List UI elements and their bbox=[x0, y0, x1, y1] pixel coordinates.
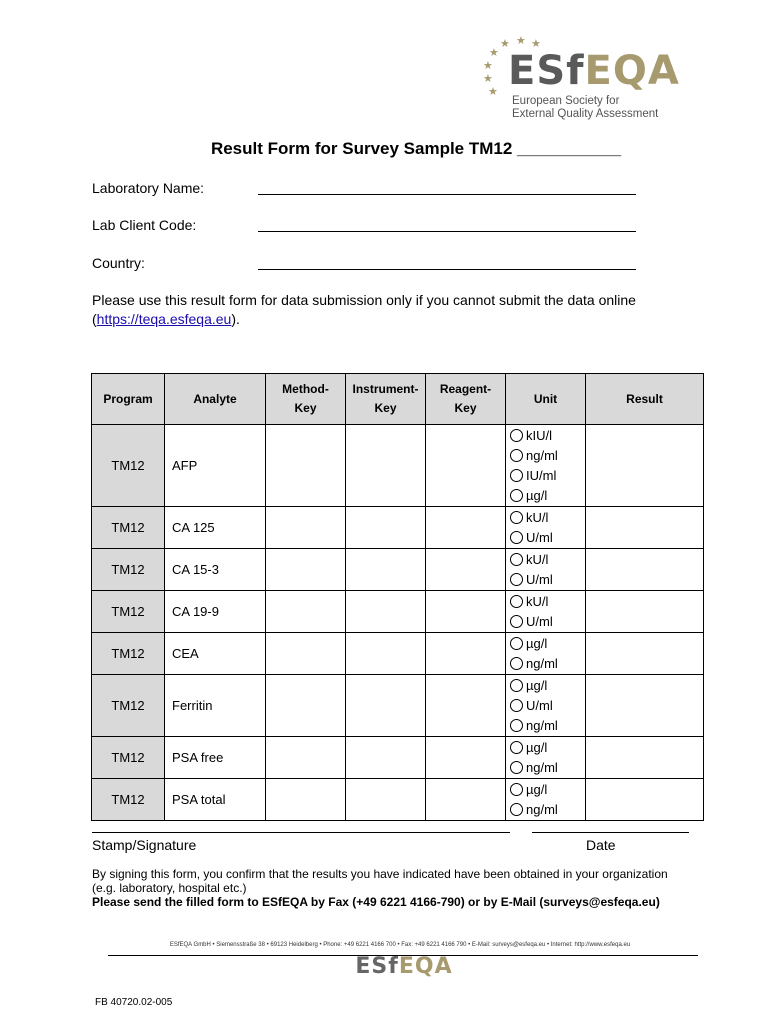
radio-icon[interactable] bbox=[510, 429, 523, 442]
unit-options bbox=[506, 507, 586, 549]
unit-options bbox=[506, 737, 586, 779]
online-submission-notice: Please use this result form for data submission only if you cannot submit the data online (https://teqa.esfeqa.eu). bbox=[92, 292, 636, 327]
result-table bbox=[91, 373, 704, 821]
unit-label: ng/ml bbox=[526, 718, 558, 733]
method-key-input[interactable] bbox=[266, 779, 346, 821]
unit-option[interactable] bbox=[510, 800, 585, 820]
reagent-key-input[interactable] bbox=[426, 675, 506, 737]
logo-wordmark: ESfEQA bbox=[508, 48, 680, 94]
radio-icon[interactable] bbox=[510, 531, 523, 544]
method-key-input[interactable] bbox=[266, 507, 346, 549]
star-icon: ★ bbox=[500, 38, 510, 50]
unit-label: ng/ml bbox=[526, 448, 558, 463]
instrument-key-input[interactable] bbox=[346, 675, 426, 737]
method-key-input[interactable] bbox=[266, 425, 346, 507]
unit-label: kIU/l bbox=[526, 428, 552, 443]
star-icon: ★ bbox=[489, 47, 499, 59]
radio-icon[interactable] bbox=[510, 573, 523, 586]
radio-icon[interactable] bbox=[510, 553, 523, 566]
unit-options bbox=[506, 591, 586, 633]
country-label: Country: bbox=[92, 255, 145, 271]
unit-label: µg/l bbox=[526, 740, 548, 755]
unit-option[interactable] bbox=[510, 738, 585, 758]
unit-option[interactable] bbox=[510, 466, 585, 486]
program-cell: TM12 bbox=[92, 779, 165, 821]
program-cell: TM12 bbox=[92, 737, 165, 779]
unit-options bbox=[506, 779, 586, 821]
laboratory-name-field[interactable] bbox=[258, 194, 636, 195]
laboratory-name-label: Laboratory Name: bbox=[92, 180, 205, 196]
header-instrument-key: Instrument- Key bbox=[346, 374, 426, 425]
instrument-key-input[interactable] bbox=[346, 779, 426, 821]
analyte-cell: CA 15-3 bbox=[165, 549, 266, 591]
unit-label: U/ml bbox=[526, 530, 553, 545]
analyte-cell: Ferritin bbox=[165, 675, 266, 737]
radio-icon[interactable] bbox=[510, 803, 523, 816]
instrument-key-input[interactable] bbox=[346, 425, 426, 507]
unit-option[interactable] bbox=[510, 716, 585, 736]
result-input[interactable] bbox=[586, 779, 704, 821]
instrument-key-input[interactable] bbox=[346, 591, 426, 633]
radio-icon[interactable] bbox=[510, 595, 523, 608]
stamp-signature-label: Stamp/Signature bbox=[92, 837, 197, 853]
unit-label: IU/ml bbox=[526, 468, 557, 483]
confirmation-text: By signing this form, you confirm that the results you have indicated have been obtained in your organization (e.g. laboratory, hospital etc.) bbox=[92, 867, 668, 895]
teqa-link[interactable]: https://teqa.esfeqa.eu bbox=[96, 311, 232, 327]
table-row bbox=[92, 591, 704, 633]
result-input[interactable] bbox=[586, 591, 704, 633]
date-line[interactable] bbox=[532, 832, 689, 833]
instrument-key-input[interactable] bbox=[346, 633, 426, 675]
unit-label: ng/ml bbox=[526, 802, 558, 817]
header-result: Result bbox=[586, 374, 704, 425]
radio-icon[interactable] bbox=[510, 741, 523, 754]
unit-option[interactable] bbox=[510, 446, 585, 466]
unit-label: kU/l bbox=[526, 510, 549, 525]
method-key-input[interactable] bbox=[266, 675, 346, 737]
unit-label: kU/l bbox=[526, 594, 549, 609]
unit-option[interactable] bbox=[510, 676, 585, 696]
table-row bbox=[92, 507, 704, 549]
radio-icon[interactable] bbox=[510, 657, 523, 670]
header-unit: Unit bbox=[506, 374, 586, 425]
program-cell: TM12 bbox=[92, 507, 165, 549]
logo-subtitle: European Society for External Quality Assessment bbox=[512, 95, 659, 120]
table-row bbox=[92, 737, 704, 779]
unit-label: U/ml bbox=[526, 572, 553, 587]
country-field[interactable] bbox=[258, 269, 636, 270]
unit-option[interactable] bbox=[510, 550, 585, 570]
unit-option[interactable] bbox=[510, 528, 585, 548]
unit-label: U/ml bbox=[526, 614, 553, 629]
unit-options bbox=[506, 633, 586, 675]
form-code: FB 40720.02-005 bbox=[95, 997, 173, 1008]
reagent-key-input[interactable] bbox=[426, 633, 506, 675]
table-row bbox=[92, 779, 704, 821]
analyte-cell: CA 125 bbox=[165, 507, 266, 549]
analyte-cell: CEA bbox=[165, 633, 266, 675]
analyte-cell: PSA total bbox=[165, 779, 266, 821]
reagent-key-input[interactable] bbox=[426, 549, 506, 591]
reagent-key-input[interactable] bbox=[426, 737, 506, 779]
method-key-input[interactable] bbox=[266, 737, 346, 779]
reagent-key-input[interactable] bbox=[426, 591, 506, 633]
program-cell: TM12 bbox=[92, 675, 165, 737]
unit-label: µg/l bbox=[526, 636, 548, 651]
header-program: Program bbox=[92, 374, 165, 425]
unit-option[interactable] bbox=[510, 612, 585, 632]
result-input[interactable] bbox=[586, 737, 704, 779]
reagent-key-input[interactable] bbox=[426, 779, 506, 821]
analyte-cell: AFP bbox=[165, 425, 266, 507]
unit-option[interactable] bbox=[510, 634, 585, 654]
result-input[interactable] bbox=[586, 675, 704, 737]
stamp-signature-line[interactable] bbox=[92, 832, 510, 833]
result-input[interactable] bbox=[586, 425, 704, 507]
radio-icon[interactable] bbox=[510, 719, 523, 732]
lab-client-code-field[interactable] bbox=[258, 231, 636, 232]
unit-option[interactable] bbox=[510, 780, 585, 800]
unit-option[interactable] bbox=[510, 592, 585, 612]
analyte-cell: PSA free bbox=[165, 737, 266, 779]
result-input[interactable] bbox=[586, 507, 704, 549]
unit-label: U/ml bbox=[526, 698, 553, 713]
program-cell: TM12 bbox=[92, 549, 165, 591]
method-key-input[interactable] bbox=[266, 633, 346, 675]
result-input[interactable] bbox=[586, 549, 704, 591]
radio-icon[interactable] bbox=[510, 637, 523, 650]
page-title: Result Form for Survey Sample TM12 ___________ bbox=[210, 139, 622, 158]
radio-icon[interactable] bbox=[510, 783, 523, 796]
reagent-key-input[interactable] bbox=[426, 425, 506, 507]
program-cell: TM12 bbox=[92, 425, 165, 507]
unit-option[interactable] bbox=[510, 758, 585, 778]
unit-options bbox=[506, 675, 586, 737]
radio-icon[interactable] bbox=[510, 489, 523, 502]
table-row bbox=[92, 675, 704, 737]
instrument-key-input[interactable] bbox=[346, 737, 426, 779]
unit-label: µg/l bbox=[526, 488, 548, 503]
unit-label: ng/ml bbox=[526, 656, 558, 671]
program-cell: TM12 bbox=[92, 633, 165, 675]
footer-address: ESfEQA GmbH • Siemensstraße 38 • 69123 Heidelberg • Phone: +49 6221 4166 700 • Fax: +49 6221 4166 790 • E-Mail: surveys@esfeqa.eu • Internet: http://www.esfeqa.eu bbox=[169, 942, 631, 948]
instrument-key-input[interactable] bbox=[346, 507, 426, 549]
star-icon: ★ bbox=[516, 35, 526, 47]
star-icon: ★ bbox=[488, 86, 498, 98]
unit-options bbox=[506, 549, 586, 591]
star-icon: ★ bbox=[483, 73, 493, 85]
fax-email-instructions: Please send the filled form to ESfEQA by Fax (+49 6221 4166-790) or by E-Mail (surveys@esfeqa.eu) bbox=[92, 895, 660, 909]
unit-option[interactable] bbox=[510, 570, 585, 590]
method-key-input[interactable] bbox=[266, 549, 346, 591]
radio-icon[interactable] bbox=[510, 449, 523, 462]
analyte-cell: CA 19-9 bbox=[165, 591, 266, 633]
radio-icon[interactable] bbox=[510, 761, 523, 774]
table-row bbox=[92, 425, 704, 507]
unit-label: µg/l bbox=[526, 678, 548, 693]
esfeqa-logo bbox=[478, 36, 678, 124]
unit-option[interactable] bbox=[510, 696, 585, 716]
radio-icon[interactable] bbox=[510, 679, 523, 692]
method-key-input[interactable] bbox=[266, 591, 346, 633]
program-cell: TM12 bbox=[92, 591, 165, 633]
radio-icon[interactable] bbox=[510, 511, 523, 524]
unit-label: ng/ml bbox=[526, 760, 558, 775]
unit-options bbox=[506, 425, 586, 507]
unit-option[interactable] bbox=[510, 426, 585, 446]
header-analyte: Analyte bbox=[165, 374, 266, 425]
unit-label: kU/l bbox=[526, 552, 549, 567]
instrument-key-input[interactable] bbox=[346, 549, 426, 591]
lab-client-code-label: Lab Client Code: bbox=[92, 217, 197, 233]
unit-option[interactable] bbox=[510, 508, 585, 528]
result-input[interactable] bbox=[586, 633, 704, 675]
unit-option[interactable] bbox=[510, 654, 585, 674]
radio-icon[interactable] bbox=[510, 699, 523, 712]
header-reagent-key: Reagent- Key bbox=[426, 374, 506, 425]
star-icon: ★ bbox=[483, 60, 493, 72]
footer-logo: ESfEQA bbox=[355, 954, 453, 979]
reagent-key-input[interactable] bbox=[426, 507, 506, 549]
unit-label: µg/l bbox=[526, 782, 548, 797]
table-row bbox=[92, 633, 704, 675]
unit-option[interactable] bbox=[510, 486, 585, 506]
radio-icon[interactable] bbox=[510, 615, 523, 628]
date-label: Date bbox=[586, 837, 616, 853]
star-icon: ★ bbox=[531, 38, 541, 50]
radio-icon[interactable] bbox=[510, 469, 523, 482]
header-method-key: Method- Key bbox=[266, 374, 346, 425]
table-row bbox=[92, 549, 704, 591]
